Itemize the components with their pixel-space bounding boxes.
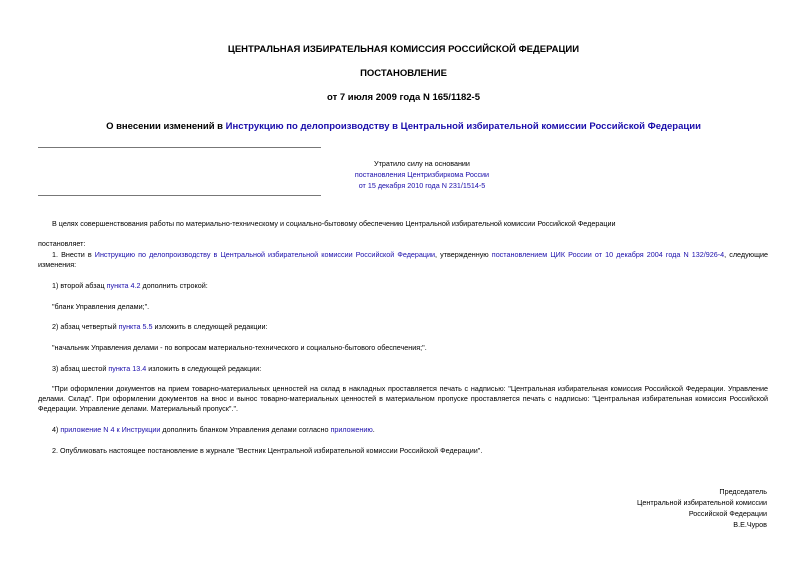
item-4-text-b: дополнить бланком Управления делами согласно xyxy=(160,425,331,434)
repeal-resolution-link[interactable]: постановления Центризбиркома России xyxy=(354,170,490,179)
item-3-quote: "При оформлении документов на прием товарно-материальных ценностей на склад в накладных проставляется печать с надписью: "Центральная избирательная комиссия Российской Федерации. Управление делами. Склад". При оформлении документов на внос и вынос товарно-материальных ценностей в материальном пропуске проставляется печать с надписью: "Центральная избирательная комиссия Российской Федерации. Управление делами. Материальный пропуск".". xyxy=(38,384,768,413)
cik-resolution-link[interactable]: постановлением ЦИК России от 10 декабря 2004 года N 132/926-4 xyxy=(491,250,725,259)
item-4-text-a: 4) xyxy=(52,425,61,434)
item-1-text-a: 1) второй абзац xyxy=(52,281,107,290)
item-4-text-c: . xyxy=(372,425,375,434)
item-3-text-b: изложить в следующей редакции: xyxy=(146,364,262,373)
signature-org-2: Российской Федерации xyxy=(688,509,767,518)
resolves-text: постановляет: xyxy=(38,239,86,248)
document-type: ПОСТАНОВЛЕНИЕ xyxy=(360,68,447,79)
item-13-4-link[interactable]: пункта 13.4 xyxy=(108,364,147,373)
signature-name: В.Е.Чуров xyxy=(733,520,767,529)
document-date-number: от 7 июля 2009 года N 165/1182-5 xyxy=(327,92,480,103)
p1-text-c: , следующие изменения: xyxy=(38,250,768,269)
repeal-notice-text: Утратило силу на основании xyxy=(374,159,470,168)
signature-org-1: Центральной избирательной комиссии xyxy=(637,498,767,507)
appendix-link[interactable]: приложению xyxy=(330,425,373,434)
divider-bottom xyxy=(38,195,321,196)
item-3-text-a: 3) абзац шестой xyxy=(52,364,109,373)
item-1 xyxy=(38,281,768,291)
paragraph-2: 2. Опубликовать настоящее постановление в журнале "Вестник Центральной избирательной комиссии Российской Федерации". xyxy=(52,446,483,455)
divider-top xyxy=(38,147,321,148)
item-1-quote: "бланк Управления делами;". xyxy=(52,302,150,311)
item-4 xyxy=(38,425,768,435)
paragraph-1 xyxy=(38,250,768,270)
repeal-resolution-date-link[interactable]: от 15 декабря 2010 года N 231/1514-5 xyxy=(358,181,486,190)
item-4-2-link[interactable]: пункта 4.2 xyxy=(106,281,141,290)
item-2 xyxy=(38,322,768,332)
item-5-5-link[interactable]: пункта 5.5 xyxy=(118,322,153,331)
instruction-link[interactable]: Инструкцию по делопроизводству в Центральной избирательной комиссии Российской Федерации xyxy=(94,250,436,259)
item-2-quote: "начальник Управления делами - по вопросам материально-технического и социально-бытового обеспечения;". xyxy=(52,343,427,352)
item-2-text-a: 2) абзац четвертый xyxy=(52,322,119,331)
item-1-text-b: дополнить строкой: xyxy=(140,281,208,290)
signature-title: Председатель xyxy=(719,487,767,496)
item-2-text-b: изложить в следующей редакции: xyxy=(152,322,268,331)
subject-prefix: О внесении изменений в xyxy=(106,121,226,132)
organization-title: ЦЕНТРАЛЬНАЯ ИЗБИРАТЕЛЬНАЯ КОМИССИЯ РОССИЙСКОЙ ФЕДЕРАЦИИ xyxy=(227,44,580,55)
p1-text-a: 1. Внести в xyxy=(52,250,95,259)
subject-instruction-link[interactable]: Инструкцию по делопроизводству в Центральной избирательной комиссии Российской Федерации xyxy=(225,121,701,132)
preamble: В целях совершенствования работы по материально-техническому и социально-бытовому обеспечению Центральной избирательной комиссии Российской Федерации xyxy=(52,219,616,228)
p1-text-b: , утвержденную xyxy=(435,250,492,259)
signature-block xyxy=(637,486,767,530)
document-subject xyxy=(0,121,807,132)
item-3 xyxy=(38,364,768,374)
appendix-4-link[interactable]: приложение N 4 к Инструкции xyxy=(60,425,161,434)
repeal-notice xyxy=(322,158,522,191)
